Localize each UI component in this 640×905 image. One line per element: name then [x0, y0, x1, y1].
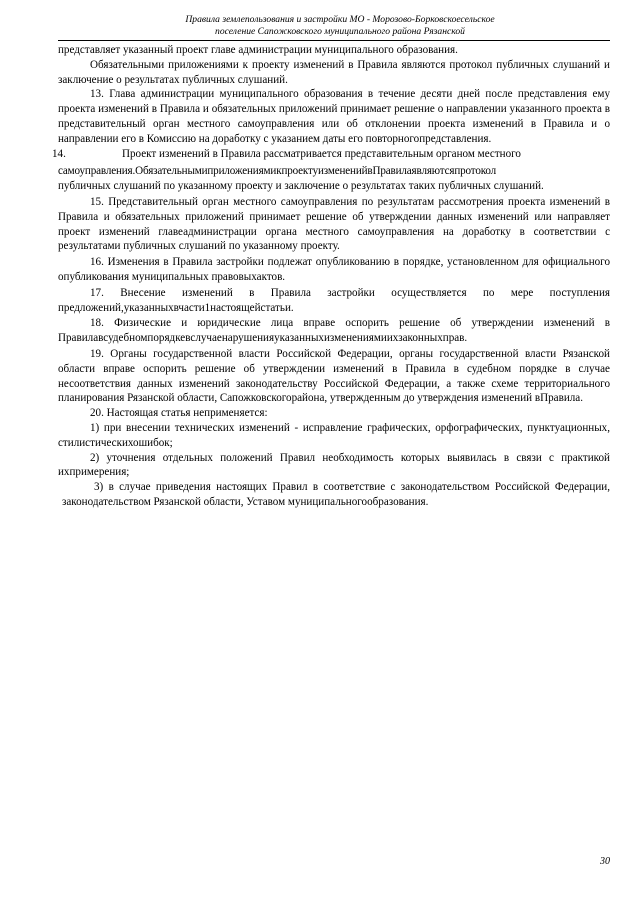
paragraph-20-item-3: 3) в случае приведения настоящих Правил в соответствие с законодательством Российской Федерации, законодательством Рязанской области, Уставом муниципальногообразования.	[62, 481, 610, 508]
running-header	[120, 14, 560, 38]
paragraph-16: 16. Изменения в Правила застройки подлежат опубликованию в порядке, установленном для официального опубликования муниципальных правовыхактов.	[58, 256, 610, 283]
document-body	[52, 43, 610, 510]
header-divider	[58, 40, 610, 41]
paragraph-13: 13. Глава администрации муниципального образования в течение десяти дней после представления ему проекта изменений в Правила и обязательных приложений принимает решение о направлении указанного проекта в представительный орган местного самоуправления или об отклонении проекта изменений в Правила и о направлении его в Комиссию на доработку с указанием даты его повторногопредставления.	[58, 88, 610, 145]
paragraph-17: 17. Внесение изменений в Правила застройки осуществляется по мере поступления предложений,указанныхвчасти1настоящейстатьи.	[58, 286, 610, 314]
paragraph-14-number: 14.	[52, 147, 66, 160]
header-line-2: поселение Сапожковского муниципального района Рязанской	[215, 26, 465, 37]
paragraph-20-item-2: 2) уточнения отдельных положений Правил необходимость которых выявилась в связи с практикой ихпримерения;	[58, 451, 610, 479]
paragraph-14-line-2: самоуправления.ОбязательнымиприложениямикпроектуизмененийвПравилаявляютсяпротокол	[58, 165, 497, 178]
paragraph-attachments: Обязательными приложениями к проекту изменений в Правила являются протокол публичных слушаний и заключение о результатах публичных слушаний.	[58, 58, 610, 86]
header-line-1: Правила землепользования и застройки МО - Морозово-Борковскоесельское	[185, 14, 495, 25]
paragraph-continuation: представляет указанный проект главе администрации муниципального образования.	[58, 44, 458, 56]
paragraph-14-rest: публичных слушаний по указанному проекту и заключение о результатах таких публичных слушаний.	[58, 180, 544, 193]
paragraph-14	[52, 147, 610, 162]
paragraph-15: 15. Представительный орган местного самоуправления по результатам рассмотрения проекта изменений в Правила и обязательных приложений принимает решение об утверждении данных изменений или направляет проект изменений главеадминистрации органа местного самоуправления на доработку в соответствии с результатами публичных слушаний по указанному проекту.	[58, 195, 610, 253]
paragraph-20: 20. Настоящая статья неприменяется:	[90, 407, 268, 420]
paragraph-18: 18. Физические и юридические лица вправе оспорить решение об утверждении изменений в Правилавсудебномпорядкевслучаенарушенияуказанныхизменениямиихзаконныхправ.	[58, 317, 610, 345]
paragraph-19: 19. Органы государственной власти Российской Федерации, органы государственной власти Рязанской области вправе оспорить решение об утверждении изменений в Правила в судебном порядке в случае несоответствия данных изменений законодательству Российской Федерации, а также схеме территориального планирования Рязанской области, Сапожковскогорайона, утвержденным до утверждения изменений вПравила.	[58, 347, 610, 405]
paragraph-20-item-1: 1) при внесении технических изменений - исправление графических, орфографических, пунктуационных, стилистическихошибок;	[58, 421, 610, 449]
paragraph-14-line-1: Проект изменений в Правила рассматривается представительным органом местного	[122, 147, 521, 160]
page-number: 30	[600, 856, 610, 867]
